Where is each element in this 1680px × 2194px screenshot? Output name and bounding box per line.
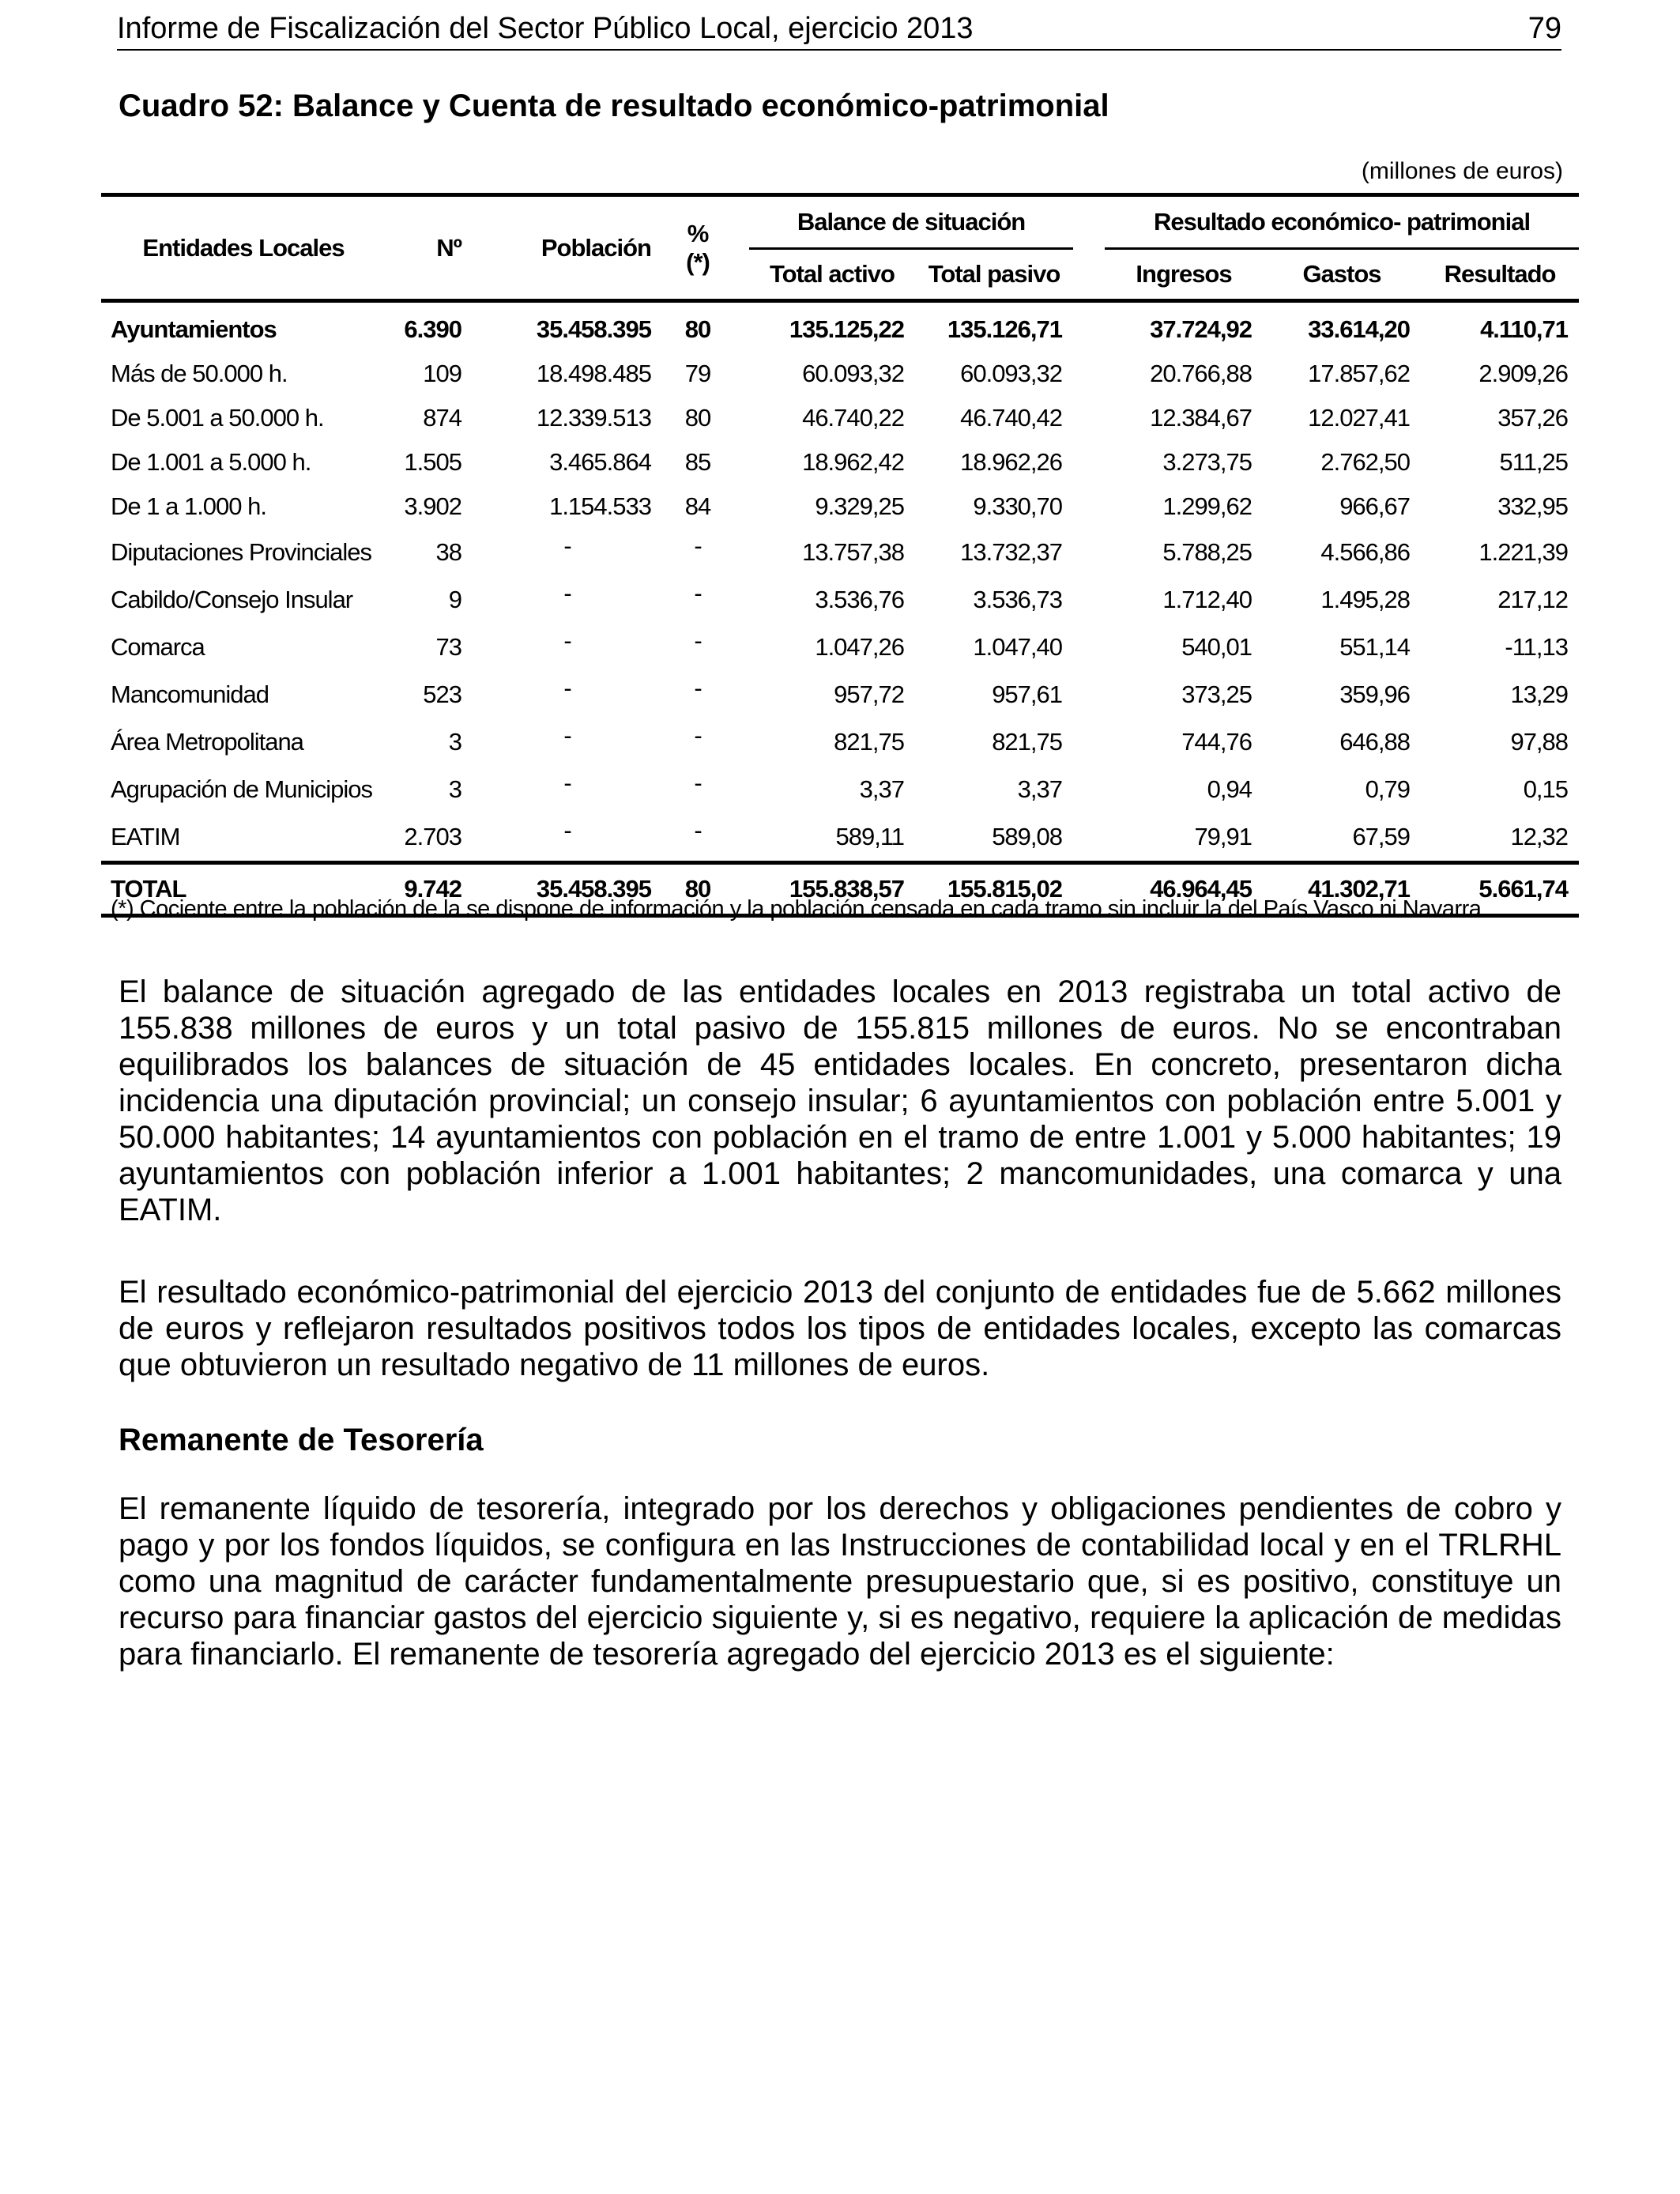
cell-ingresos: 744,76 (1181, 728, 1252, 756)
cell-ingresos: 1.299,62 (1162, 492, 1252, 520)
cell-gastos: 646,88 (1339, 728, 1411, 756)
cell-poblacion: - (563, 816, 571, 844)
cell-total-activo: 46.740,22 (802, 404, 904, 432)
header-pct-note: (*) (686, 247, 710, 276)
header-entidades: Entidades Locales (101, 195, 386, 301)
cell-total-activo: 3.536,76 (815, 586, 904, 613)
table-footnote: (*) Cociente entre la población de la se dispone de información y la población censada en cada tramo sin incluir la del País Vasco ni Navarra (111, 896, 1482, 922)
header-resultado: Resultado (1421, 249, 1579, 301)
cell-entidad: Mancomunidad (111, 680, 269, 708)
cell-poblacion: 18.498.485 (536, 360, 651, 387)
header-total-pasivo: Total pasivo (915, 249, 1073, 301)
cell-numero: 3 (448, 728, 461, 756)
header-total-activo: Total activo (749, 249, 915, 301)
cell-numero: 9.742 (386, 863, 473, 916)
cell-pct: - (694, 579, 702, 607)
cell-poblacion: - (563, 722, 571, 749)
balance-table-container (101, 193, 1579, 918)
cell-pct: - (694, 627, 702, 654)
cell-entidad: Ayuntamientos (111, 315, 277, 343)
cell-entidad: De 1 a 1.000 h. (111, 492, 266, 520)
cell-resultado: 217,12 (1497, 586, 1569, 613)
table-row (101, 301, 1579, 352)
cell-resultado: 332,95 (1497, 492, 1569, 520)
cell-poblacion: 35.458.395 (536, 315, 651, 343)
cell-resultado: 2.909,26 (1478, 360, 1569, 387)
cell-gastos: 12.027,41 (1308, 404, 1411, 432)
cell-poblacion: - (563, 674, 571, 702)
header-pct (662, 195, 733, 301)
cell-total-activo: 13.757,38 (802, 538, 904, 566)
table-body (101, 301, 1579, 916)
cell-gastos: 17.857,62 (1308, 360, 1411, 387)
cell-total-pasivo: 46.740,42 (960, 404, 1063, 432)
table-row (101, 671, 1579, 718)
cell-total-activo: 589,11 (835, 823, 904, 850)
cell-ingresos: 20.766,88 (1150, 360, 1252, 387)
cell-total-activo: 135.125,22 (789, 315, 904, 343)
cell-pct: - (694, 769, 702, 797)
cell-pct: - (694, 722, 702, 749)
cell-pct: - (694, 674, 702, 702)
table-row (101, 624, 1579, 671)
cell-total-activo: 821,75 (834, 728, 904, 756)
cell-poblacion: 1.154.533 (549, 492, 651, 520)
cell-numero: 6.390 (404, 315, 461, 343)
table-row (101, 352, 1579, 396)
cell-numero: 3 (448, 775, 461, 803)
cell-resultado: 5.661,74 (1421, 863, 1579, 916)
cell-pct: - (694, 816, 702, 844)
cell-pct: 80 (662, 863, 733, 916)
cell-total-pasivo: 1.047,40 (973, 633, 1063, 661)
cell-ingresos: 37.724,92 (1150, 315, 1252, 343)
cell-ingresos: 46.964,45 (1105, 863, 1263, 916)
cell-total-pasivo: 9.330,70 (973, 492, 1063, 520)
cell-gastos: 966,67 (1339, 492, 1411, 520)
cell-gastos: 1.495,28 (1320, 586, 1411, 613)
table-row (101, 576, 1579, 624)
cell-numero: 874 (423, 404, 461, 432)
header-gastos: Gastos (1263, 249, 1421, 301)
cell-gastos: 41.302,71 (1263, 863, 1421, 916)
cell-pct: 85 (684, 448, 711, 476)
table-row (101, 813, 1579, 863)
cell-ingresos: 540,01 (1181, 633, 1252, 661)
cell-entidad: TOTAL (101, 863, 386, 916)
cell-resultado: 13,29 (1510, 680, 1569, 708)
cell-gastos: 551,14 (1339, 633, 1411, 661)
cell-total-activo: 957,72 (834, 680, 904, 708)
cell-ingresos: 373,25 (1181, 680, 1252, 708)
cell-entidad: EATIM (111, 823, 180, 850)
cell-total-activo: 1.047,26 (815, 633, 904, 661)
cell-poblacion: 35.458.395 (473, 863, 662, 916)
cell-resultado: -11,13 (1505, 633, 1569, 661)
cell-numero: 73 (435, 633, 461, 661)
cell-ingresos: 79,91 (1194, 823, 1252, 850)
paragraph-resultado: El resultado económico-patrimonial del ejercicio 2013 del conjunto de entidades fue de 5.662 millones de euros y reflejaron resultados positivos todos los tipos de entidades locales, excepto las comarcas que obtuvieron un resultado negativo de 11 millones de euros. (119, 1275, 1561, 1382)
cell-poblacion: - (563, 769, 571, 797)
cell-resultado: 4.110,71 (1480, 315, 1569, 343)
cell-resultado: 97,88 (1510, 728, 1569, 756)
page-number: 79 (1527, 12, 1561, 45)
cell-gastos: 2.762,50 (1320, 448, 1411, 476)
cell-total-pasivo: 3,37 (1017, 775, 1063, 803)
table-title: Cuadro 52: Balance y Cuenta de resultado económico-patrimonial (119, 89, 1109, 123)
cell-total-pasivo: 3.536,73 (973, 586, 1063, 613)
cell-numero: 2.703 (404, 823, 461, 850)
page-header (117, 6, 1561, 51)
cell-pct: 80 (684, 404, 711, 432)
cell-total-activo: 18.962,42 (802, 448, 904, 476)
balance-table (101, 193, 1579, 918)
table-row (101, 484, 1579, 529)
cell-numero: 9 (448, 586, 461, 613)
cell-ingresos: 1.712,40 (1162, 586, 1252, 613)
cell-entidad: De 1.001 a 5.000 h. (111, 448, 311, 476)
header-balance-group: Balance de situación (749, 195, 1073, 249)
cell-poblacion: - (563, 579, 571, 607)
table-row (101, 718, 1579, 766)
cell-gastos: 33.614,20 (1308, 315, 1411, 343)
cell-pct: 80 (684, 315, 711, 343)
cell-pct: 79 (684, 360, 711, 387)
cell-resultado: 12,32 (1510, 823, 1569, 850)
header-poblacion: Población (473, 195, 662, 301)
cell-entidad: Cabildo/Consejo Insular (111, 586, 353, 613)
cell-entidad: Diputaciones Provinciales (111, 538, 371, 566)
table-row (101, 440, 1579, 484)
paragraph-remanente: El remanente líquido de tesorería, integrado por los derechos y obligaciones pendientes de cobro y pago y por los fondos líquidos, se configura en las Instrucciones de contabilidad local y en el TRLRHL como una magnitud de carácter fundamentalmente presupuestario que, si es positivo, constituye un recurso para financiar gastos del ejercicio siguiente y, si es negativo, requiere la aplicación de medidas para financiarlo. El remanente de tesorería agregado del ejercicio 2013 es el siguiente: (119, 1491, 1561, 1672)
cell-ingresos: 3.273,75 (1162, 448, 1252, 476)
cell-gastos: 4.566,86 (1320, 538, 1411, 566)
table-row (101, 766, 1579, 813)
cell-total-pasivo: 589,08 (992, 823, 1063, 850)
cell-poblacion: - (563, 532, 571, 560)
cell-total-pasivo: 60.093,32 (960, 360, 1063, 387)
header-pct-symbol: % (687, 219, 709, 247)
cell-poblacion: 3.465.864 (549, 448, 651, 476)
cell-resultado: 357,26 (1497, 404, 1569, 432)
cell-total-activo: 3,37 (859, 775, 904, 803)
cell-total-pasivo: 957,61 (992, 680, 1063, 708)
cell-resultado: 1.221,39 (1478, 538, 1569, 566)
cell-poblacion: - (563, 627, 571, 654)
section-heading: Remanente de Tesorería (119, 1423, 484, 1457)
cell-total-activo: 60.093,32 (802, 360, 904, 387)
cell-poblacion: 12.339.513 (536, 404, 651, 432)
cell-total-pasivo: 135.126,71 (947, 315, 1063, 343)
cell-entidad: Comarca (111, 633, 205, 661)
cell-total-pasivo: 18.962,26 (960, 448, 1063, 476)
table-units: (millones de euros) (1361, 158, 1563, 184)
cell-entidad: De 5.001 a 50.000 h. (111, 404, 324, 432)
cell-gastos: 67,59 (1352, 823, 1411, 850)
cell-total-pasivo: 821,75 (992, 728, 1063, 756)
cell-numero: 1.505 (404, 448, 461, 476)
cell-numero: 3.902 (404, 492, 461, 520)
cell-numero: 109 (423, 360, 461, 387)
header-ingresos: Ingresos (1105, 249, 1263, 301)
cell-entidad: Agrupación de Municipios (111, 775, 372, 803)
cell-gastos: 0,79 (1365, 775, 1411, 803)
cell-ingresos: 5.788,25 (1162, 538, 1252, 566)
cell-total-activo: 9.329,25 (815, 492, 904, 520)
cell-total-pasivo: 155.815,02 (915, 863, 1073, 916)
table-row (101, 396, 1579, 440)
header-numero: Nº (386, 195, 473, 301)
cell-ingresos: 0,94 (1207, 775, 1252, 803)
cell-resultado: 0,15 (1523, 775, 1569, 803)
cell-pct: - (694, 532, 702, 560)
cell-pct: 84 (684, 492, 711, 520)
cell-ingresos: 12.384,67 (1150, 404, 1252, 432)
cell-numero: 523 (423, 680, 461, 708)
cell-gastos: 359,96 (1339, 680, 1411, 708)
table-row (101, 529, 1579, 576)
cell-numero: 38 (435, 538, 461, 566)
cell-total-activo: 155.838,57 (749, 863, 915, 916)
paragraph-balance: El balance de situación agregado de las entidades locales en 2013 registraba un total activo de 155.838 millones de euros y un total pasivo de 155.815 millones de euros. No se encontraban equilibrados los balances de situación de 45 entidades locales. En concreto, presentaron dicha incidencia una diputación provincial; un consejo insular; 6 ayuntamientos con población entre 5.001 y 50.000 habitantes; 14 ayuntamientos con población en el tramo de entre 1.001 y 5.000 habitantes; 19 ayuntamientos con población inferior a 1.001 habitantes; 2 mancomunidades, una comarca y una EATIM. (119, 974, 1561, 1227)
cell-resultado: 511,25 (1499, 448, 1569, 476)
cell-entidad: Más de 50.000 h. (111, 360, 288, 387)
cell-entidad: Área Metropolitana (111, 728, 303, 756)
header-resultado-group: Resultado económico- patrimonial (1105, 195, 1579, 249)
report-title: Informe de Fiscalización del Sector Público Local, ejercicio 2013 (117, 12, 974, 45)
cell-total-pasivo: 13.732,37 (960, 538, 1063, 566)
